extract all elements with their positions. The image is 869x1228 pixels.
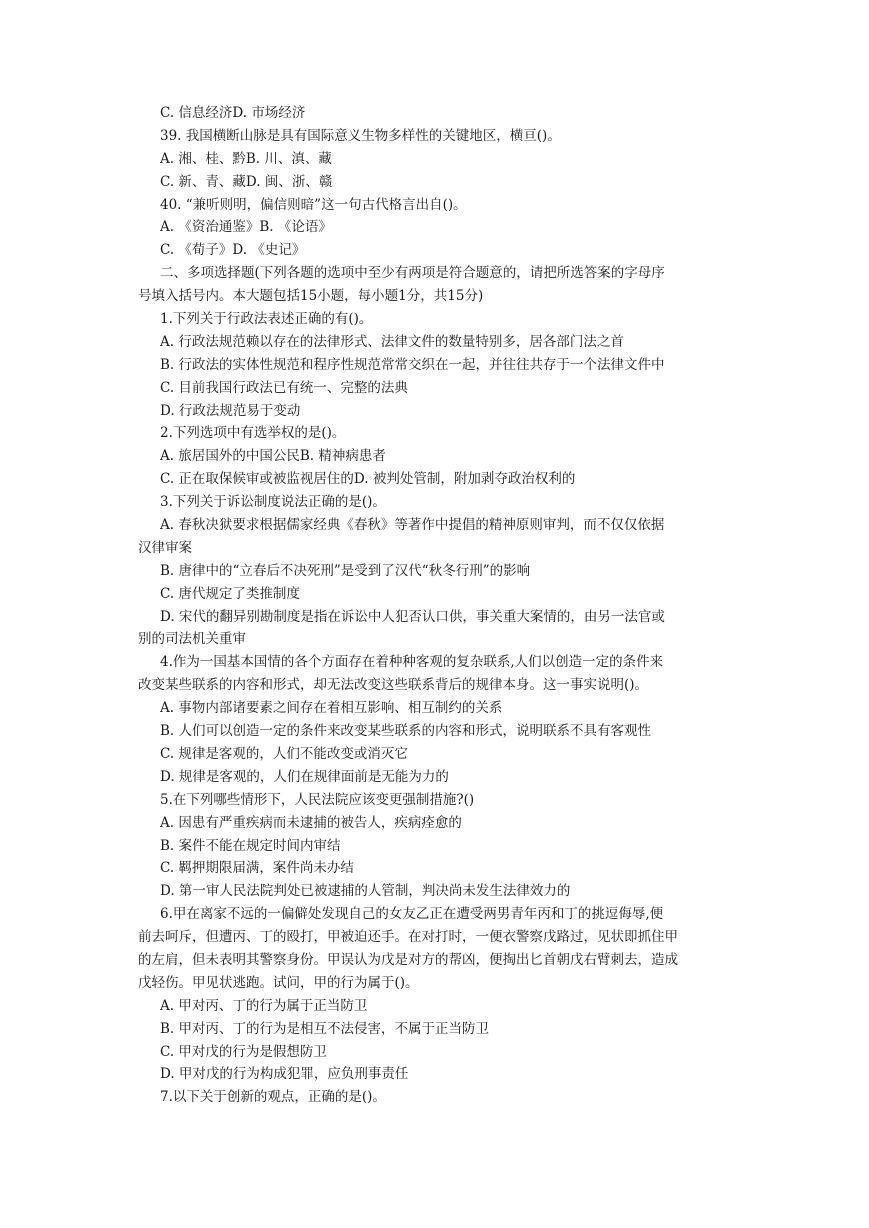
option-line: D. 宋代的翻异别勘制度是指在诉讼中人犯否认口供，事关重大案情的，由另一法官或 — [160, 608, 665, 625]
option-line: C. 目前我国行政法已有统一、完整的法典 — [160, 379, 408, 396]
option-line: A. 《资治通鉴》B. 《论语》 — [160, 219, 332, 236]
option-line: C. 羁押期限届满，案件尚未办结 — [160, 860, 354, 877]
option-line: C. 信息经济D. 市场经济 — [160, 105, 306, 121]
question-1: 1.下列关于行政法表述正确的有()。 — [160, 311, 373, 328]
option-line: A. 事物内部诸要素之间存在着相互影响、相互制约的关系 — [160, 700, 503, 717]
question-7: 7.以下关于创新的观点，正确的是()。 — [160, 1089, 386, 1106]
question-5: 5.在下列哪些情形下，人民法院应该变更强制措施?() — [160, 791, 475, 808]
question-39: 39. 我国横断山脉是具有国际意义生物多样性的关键地区，横亘()。 — [160, 127, 561, 144]
question-4-cont: 改变某些联系的内容和形式，却无法改变这些联系背后的规律本身。这一事实说明()。 — [138, 677, 649, 694]
option-line: B. 案件不能在规定时间内审结 — [160, 837, 341, 854]
option-line: B. 唐律中的“立春后不决死刑”是受到了汉代“秋冬行刑”的影响 — [160, 562, 531, 579]
option-line: B. 行政法的实体性规范和程序性规范常常交织在一起，并往往共存于一个法律文件中 — [160, 356, 665, 373]
option-line: C. 唐代规定了类推制度 — [160, 585, 300, 602]
option-line: C. 规律是客观的，人们不能改变或消灭它 — [160, 745, 408, 762]
option-line: A. 行政法规范赖以存在的法律形式、法律文件的数量特别多，居各部门法之首 — [160, 333, 624, 350]
document-body — [138, 102, 740, 1109]
option-line: D. 第一审人民法院判处已被逮捕的人管制，判决尚未发生法律效力的 — [160, 883, 571, 900]
option-line-cont: 汉律审案 — [138, 539, 192, 556]
option-line: B. 甲对丙、丁的行为是相互不法侵害，不属于正当防卫 — [160, 1020, 490, 1037]
question-2: 2.下列选项中有选举权的是()。 — [160, 425, 346, 442]
option-line: D. 规律是客观的，人们在规律面前是无能为力的 — [160, 768, 449, 785]
option-line: D. 行政法规范易于变动 — [160, 402, 301, 419]
option-line: A. 甲对丙、丁的行为属于正当防卫 — [160, 997, 368, 1014]
option-line: A. 旅居国外的中国公民B. 精神病患者 — [160, 448, 386, 465]
option-line: A. 春秋决狱要求根据儒家经典《春秋》等著作中提倡的精神原则审判，而不仅仅依据 — [160, 517, 665, 534]
option-line: C. 新、青、藏D. 闽、浙、赣 — [160, 173, 333, 190]
question-6-cont: 戊轻伤。甲见状逃跑。试问，甲的行为属于()。 — [138, 974, 419, 991]
option-line: C. 甲对戊的行为是假想防卫 — [160, 1043, 327, 1060]
question-4: 4.作为一国基本国情的各个方面存在着种种客观的复杂联系,人们以创造一定的条件来 — [160, 654, 664, 671]
option-line-cont: 别的司法机关重审 — [138, 631, 246, 648]
section-heading-cont: 号填入括号内。本大题包括15小题，每小题1分，共15分) — [138, 288, 484, 305]
option-line: C. 《荀子》D. 《史记》 — [160, 242, 306, 259]
option-line: B. 人们可以创造一定的条件来改变某些联系的内容和形式，说明联系不具有客观性 — [160, 723, 652, 740]
option-line: C. 正在取保候审或被监视居住的D. 被判处管制，附加剥夺政治权利的 — [160, 471, 576, 488]
option-line: A. 因患有严重疾病而未逮捕的被告人，疾病痊愈的 — [160, 814, 462, 831]
option-line: A. 湘、桂、黔B. 川、滇、藏 — [160, 150, 332, 167]
question-6-cont: 的左肩，但未表明其警察身份。甲误认为戊是对方的帮凶，便掏出匕首朝戊右臂刺去，造成 — [138, 951, 678, 968]
question-6: 6.甲在离家不远的一偏僻处发现自己的女友乙正在遭受两男青年丙和丁的挑逗侮辱,便 — [160, 906, 664, 923]
question-40: 40. “兼听则明，偏信则暗”这一句古代格言出自()。 — [160, 196, 467, 213]
section-heading: 二、多项选择题(下列各题的选项中至少有两项是符合题意的，请把所选答案的字母序 — [160, 265, 665, 282]
question-3: 3.下列关于诉讼制度说法正确的是()。 — [160, 494, 386, 511]
option-line: D. 甲对戊的行为构成犯罪，应负刑事责任 — [160, 1066, 409, 1083]
question-6-cont: 前去呵斥，但遭丙、丁的殴打，甲被迫还手。在对打时，一便衣警察戊路过，见状即抓住甲 — [138, 929, 678, 946]
